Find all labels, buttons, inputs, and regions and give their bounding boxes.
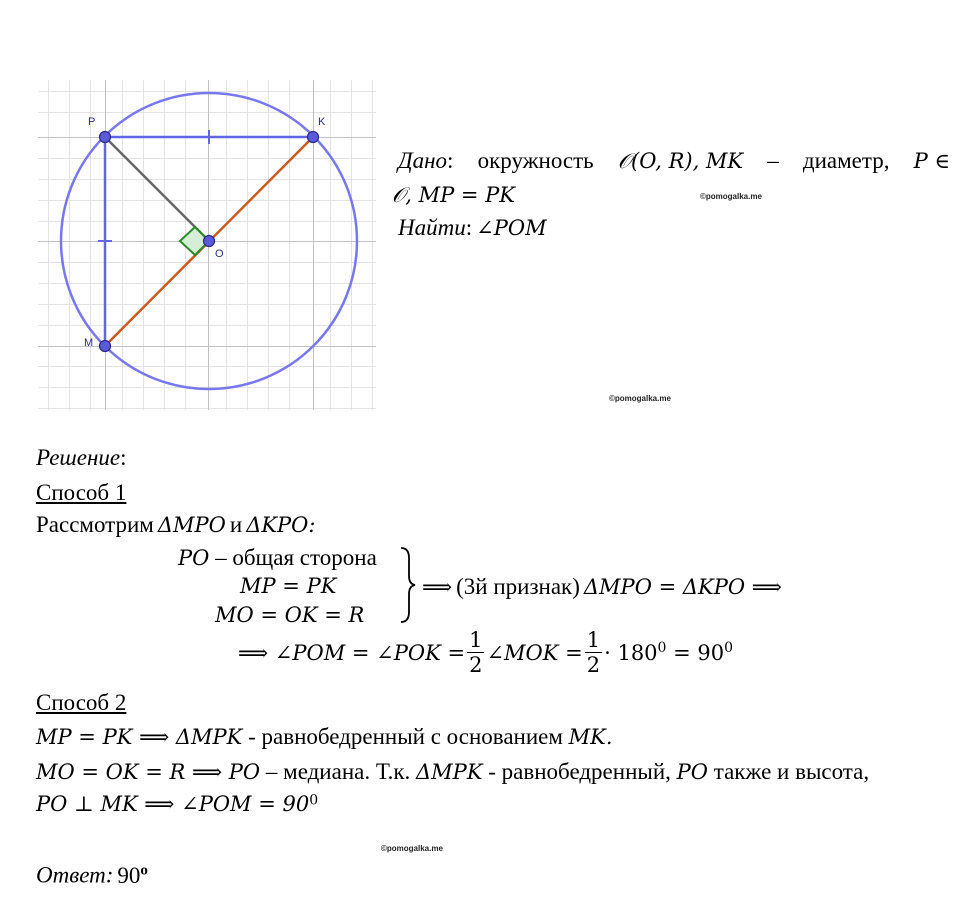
fraction-2-denominator: 2 xyxy=(586,653,601,677)
consider-triangle-1: ΔMPO xyxy=(157,513,226,537)
point-k xyxy=(308,132,319,143)
m2-line-3-math: PO ⊥ MK ⟹ ∠POM = 90 xyxy=(36,792,310,816)
m2-line-2-text-2: - равнобедренный, xyxy=(482,759,677,784)
find-angle: ∠POM xyxy=(476,216,547,240)
fraction-1-denominator: 2 xyxy=(469,653,483,677)
given-circle-word: окружность xyxy=(477,148,594,173)
consider-text: Рассмотрим xyxy=(36,512,154,537)
watermark-2: ©pomogalka.me xyxy=(609,394,671,403)
fraction-2-numerator: 1 xyxy=(586,628,601,652)
point-p xyxy=(100,132,111,143)
angle-calc-line xyxy=(238,628,733,677)
find-line xyxy=(398,215,547,241)
label-m: M xyxy=(84,337,94,349)
system-brace xyxy=(398,546,418,624)
m2-line-2-text-3: также и высота, xyxy=(708,759,870,784)
result-congruence: ΔMPO = ΔKPO ⟹ xyxy=(583,575,782,599)
solution-title xyxy=(36,445,127,471)
watermark-3: ©pomogalka.me xyxy=(381,844,443,853)
system-line-1-text: – общая сторона xyxy=(209,545,377,570)
given-p-in: P ∈ xyxy=(913,149,950,173)
result-criterion: (3й признак) xyxy=(456,574,580,599)
label-o: O xyxy=(215,248,224,260)
calc-result: = 90 xyxy=(666,641,725,665)
consider-and: и xyxy=(229,512,243,537)
find-label: Найти xyxy=(398,215,466,240)
answer-label: Ответ: xyxy=(36,862,114,888)
system-line-1-math: PO xyxy=(178,546,210,570)
answer-value xyxy=(117,863,148,888)
given-diameter-word: диаметр, xyxy=(802,148,890,173)
label-p: P xyxy=(88,116,96,128)
calc-180-degree: 0 xyxy=(657,640,667,656)
m2-line-1-base: MK. xyxy=(568,725,613,749)
given-circle-math: 𝒪(O, R), MK xyxy=(617,149,744,173)
method-2-line-3 xyxy=(36,792,318,816)
method-1-title: Способ 1 xyxy=(36,480,127,505)
consider-line xyxy=(36,512,315,538)
system-line-3: MO = OK = R xyxy=(215,603,365,627)
answer-degree: o xyxy=(140,862,148,878)
calc-prefix: ⟹ ∠POM = ∠POK = xyxy=(238,640,466,665)
fraction-half-2 xyxy=(585,628,602,677)
calc-result-degree: 0 xyxy=(724,640,734,656)
label-k: K xyxy=(318,116,326,128)
method-2-line-1 xyxy=(36,724,613,750)
calc-180: · 180 xyxy=(604,641,658,665)
calc-middle: ∠MOK = xyxy=(486,640,583,665)
m2-line-2-po: PO xyxy=(676,760,709,784)
m2-line-3-degree: 0 xyxy=(309,792,319,809)
method-2-title: Способ 2 xyxy=(36,690,127,715)
find-colon: : xyxy=(465,215,473,240)
system-line-1 xyxy=(178,545,377,571)
answer-number: 90 xyxy=(117,862,141,888)
segment-po xyxy=(105,137,209,241)
consider-triangle-2: ΔKPO: xyxy=(246,513,316,537)
given-dash: – xyxy=(767,148,779,173)
m2-line-1-math: MP = PK ⟹ ΔMPK xyxy=(36,725,243,749)
given-label: Дано: xyxy=(398,148,454,173)
m2-line-2-text: – медиана. Т.к. xyxy=(260,759,417,784)
solution-title-text: Решение xyxy=(36,445,121,470)
given-line-2: 𝒪, MP = PK xyxy=(392,183,515,207)
method-2-line-2 xyxy=(36,759,869,785)
fraction-1-numerator: 1 xyxy=(469,628,483,652)
solution-title-colon: : xyxy=(120,445,127,470)
system-line-2: MP = PK xyxy=(240,574,337,598)
watermark-1: ©pomogalka.me xyxy=(700,192,762,201)
point-o xyxy=(204,236,215,247)
result-arrow: ⟹ xyxy=(422,575,453,599)
given-line-1 xyxy=(398,148,950,174)
fraction-half-1 xyxy=(467,628,484,677)
m2-line-2-math: MO = OK = R ⟹ PO xyxy=(36,760,261,784)
m2-line-1-text: - равнобедренный с основанием xyxy=(242,724,569,749)
system-result xyxy=(422,574,782,600)
geometry-figure xyxy=(38,80,378,412)
m2-line-2-triangle: ΔMPK xyxy=(416,760,483,784)
answer-line xyxy=(36,862,148,889)
point-m xyxy=(100,341,111,352)
calc-tail xyxy=(604,640,733,665)
